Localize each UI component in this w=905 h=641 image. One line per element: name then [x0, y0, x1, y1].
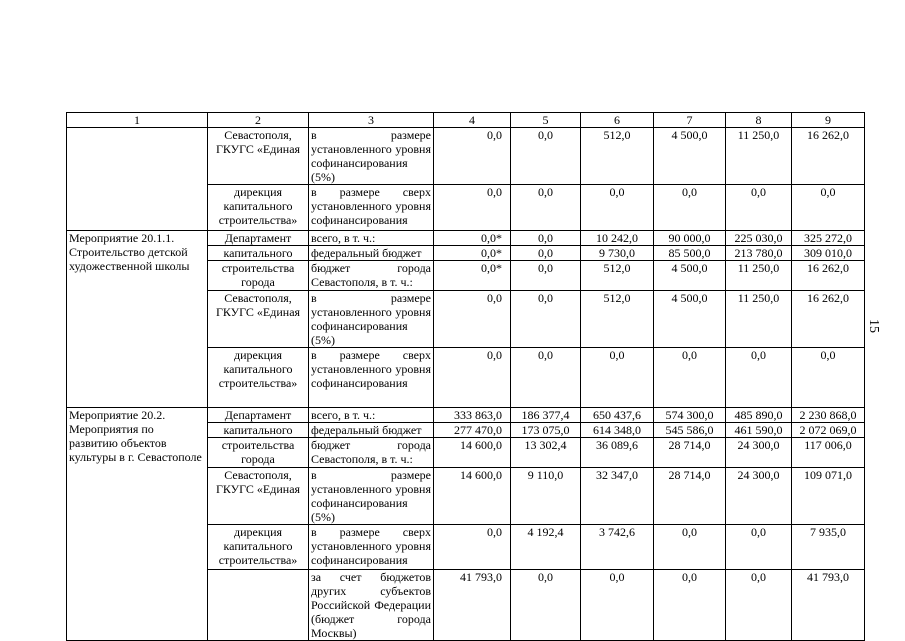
value-cell: 0,0	[581, 348, 654, 408]
value-cell: 0,0*	[434, 246, 511, 261]
table-row	[67, 231, 865, 246]
executor-cell: капитального	[208, 246, 309, 261]
value-cell: 213 780,0	[726, 246, 792, 261]
value-cell: 28 714,0	[654, 438, 726, 468]
executor-cell: строительства города	[208, 438, 309, 468]
value-cell: 225 030,0	[726, 231, 792, 246]
executor-cell: Департамент	[208, 231, 309, 246]
value-cell: 3 742,6	[581, 525, 654, 570]
value-cell: 0,0	[434, 185, 511, 231]
activity-cell: Мероприятие 20.1.1. Строительство детской художественной школы	[67, 231, 208, 408]
funding-source-cell: бюджет города Севастополя, в т. ч.:	[309, 261, 434, 291]
value-cell: 24 300,0	[726, 468, 792, 525]
value-cell: 0,0	[511, 128, 581, 185]
value-cell: 2 230 868,0	[792, 408, 865, 423]
value-cell: 24 300,0	[726, 438, 792, 468]
value-cell: 0,0	[654, 525, 726, 570]
value-cell: 11 250,0	[726, 128, 792, 185]
value-cell: 574 300,0	[654, 408, 726, 423]
value-cell: 10 242,0	[581, 231, 654, 246]
executor-cell	[208, 570, 309, 641]
funding-source-cell: в размере сверх установленного уровня софинансирования	[309, 525, 434, 570]
value-cell: 0,0	[511, 570, 581, 641]
value-cell: 512,0	[581, 291, 654, 348]
value-cell: 90 000,0	[654, 231, 726, 246]
value-cell: 461 590,0	[726, 423, 792, 438]
value-cell: 32 347,0	[581, 468, 654, 525]
value-cell: 0,0	[654, 185, 726, 231]
value-cell: 485 890,0	[726, 408, 792, 423]
value-cell: 14 600,0	[434, 468, 511, 525]
executor-cell: Севастополя, ГКУГС «Единая	[208, 468, 309, 525]
value-cell: 173 075,0	[511, 423, 581, 438]
value-cell: 0,0*	[434, 261, 511, 291]
header-row	[67, 113, 865, 128]
value-cell: 16 262,0	[792, 128, 865, 185]
header-cell: 3	[309, 113, 434, 128]
value-cell: 0,0	[792, 348, 865, 408]
value-cell: 0,0	[581, 185, 654, 231]
funding-source-cell: федеральный бюджет	[309, 246, 434, 261]
value-cell: 0,0	[654, 348, 726, 408]
header-cell: 2	[208, 113, 309, 128]
value-cell: 4 192,4	[511, 525, 581, 570]
executor-cell: дирекция капитального строительства»	[208, 185, 309, 231]
funding-source-cell: всего, в т. ч.:	[309, 408, 434, 423]
funding-source-cell: бюджет города Севастополя, в т. ч.:	[309, 438, 434, 468]
value-cell: 28 714,0	[654, 468, 726, 525]
value-cell: 4 500,0	[654, 261, 726, 291]
funding-source-cell: за счет бюджетов других субъектов Российской Федерации (бюджет города Москвы)	[309, 570, 434, 641]
header-cell: 9	[792, 113, 865, 128]
value-cell: 0,0	[511, 185, 581, 231]
activity-cell: Мероприятие 20.2. Мероприятия по развитию объектов культуры в г. Севастополе	[67, 408, 208, 641]
value-cell: 325 272,0	[792, 231, 865, 246]
activity-cell	[67, 128, 208, 231]
value-cell: 0,0	[726, 570, 792, 641]
value-cell: 0,0	[511, 291, 581, 348]
value-cell: 0,0*	[434, 231, 511, 246]
value-cell: 0,0	[434, 128, 511, 185]
value-cell: 117 006,0	[792, 438, 865, 468]
executor-cell: строительства города	[208, 261, 309, 291]
funding-source-cell: в размере установленного уровня софинансирования (5%)	[309, 128, 434, 185]
value-cell: 0,0	[511, 231, 581, 246]
funding-source-cell: всего, в т. ч.:	[309, 231, 434, 246]
value-cell: 0,0	[654, 570, 726, 641]
value-cell: 333 863,0	[434, 408, 511, 423]
header-cell: 8	[726, 113, 792, 128]
header-cell: 4	[434, 113, 511, 128]
table-row	[67, 408, 865, 423]
value-cell: 36 089,6	[581, 438, 654, 468]
executor-cell: дирекция капитального строительства»	[208, 525, 309, 570]
value-cell: 0,0	[511, 246, 581, 261]
value-cell: 0,0	[792, 185, 865, 231]
page-number: 15	[866, 319, 881, 333]
value-cell: 14 600,0	[434, 438, 511, 468]
value-cell: 4 500,0	[654, 128, 726, 185]
value-cell: 2 072 069,0	[792, 423, 865, 438]
value-cell: 11 250,0	[726, 291, 792, 348]
funding-source-cell: федеральный бюджет	[309, 423, 434, 438]
executor-cell: дирекция капитального строительства»	[208, 348, 309, 408]
value-cell: 7 935,0	[792, 525, 865, 570]
value-cell: 11 250,0	[726, 261, 792, 291]
funding-source-cell: в размере сверх установленного уровня софинансирования	[309, 185, 434, 231]
value-cell: 0,0	[511, 348, 581, 408]
header-cell: 7	[654, 113, 726, 128]
value-cell: 4 500,0	[654, 291, 726, 348]
value-cell: 0,0	[434, 348, 511, 408]
funding-source-cell: в размере установленного уровня софинансирования (5%)	[309, 291, 434, 348]
value-cell: 41 793,0	[434, 570, 511, 641]
value-cell: 650 437,6	[581, 408, 654, 423]
executor-cell: Департамент	[208, 408, 309, 423]
value-cell: 85 500,0	[654, 246, 726, 261]
value-cell: 16 262,0	[792, 261, 865, 291]
value-cell: 13 302,4	[511, 438, 581, 468]
executor-cell: Севастополя, ГКУГС «Единая	[208, 291, 309, 348]
value-cell: 0,0	[434, 525, 511, 570]
value-cell: 0,0	[511, 261, 581, 291]
funding-source-cell: в размере установленного уровня софинансирования (5%)	[309, 468, 434, 525]
table-row	[67, 128, 865, 185]
value-cell: 186 377,4	[511, 408, 581, 423]
value-cell: 512,0	[581, 128, 654, 185]
header-cell: 5	[511, 113, 581, 128]
value-cell: 0,0	[726, 348, 792, 408]
value-cell: 309 010,0	[792, 246, 865, 261]
value-cell: 614 348,0	[581, 423, 654, 438]
executor-cell: капитального	[208, 423, 309, 438]
value-cell: 16 262,0	[792, 291, 865, 348]
value-cell: 9 110,0	[511, 468, 581, 525]
value-cell: 0,0	[726, 525, 792, 570]
funding-source-cell: в размере сверх установленного уровня софинансирования	[309, 348, 434, 408]
value-cell: 545 586,0	[654, 423, 726, 438]
executor-cell: Севастополя, ГКУГС «Единая	[208, 128, 309, 185]
value-cell: 0,0	[434, 291, 511, 348]
header-cell: 1	[67, 113, 208, 128]
budget-table	[66, 112, 865, 641]
header-cell: 6	[581, 113, 654, 128]
value-cell: 277 470,0	[434, 423, 511, 438]
value-cell: 109 071,0	[792, 468, 865, 525]
value-cell: 9 730,0	[581, 246, 654, 261]
value-cell: 41 793,0	[792, 570, 865, 641]
value-cell: 0,0	[581, 570, 654, 641]
value-cell: 0,0	[726, 185, 792, 231]
value-cell: 512,0	[581, 261, 654, 291]
